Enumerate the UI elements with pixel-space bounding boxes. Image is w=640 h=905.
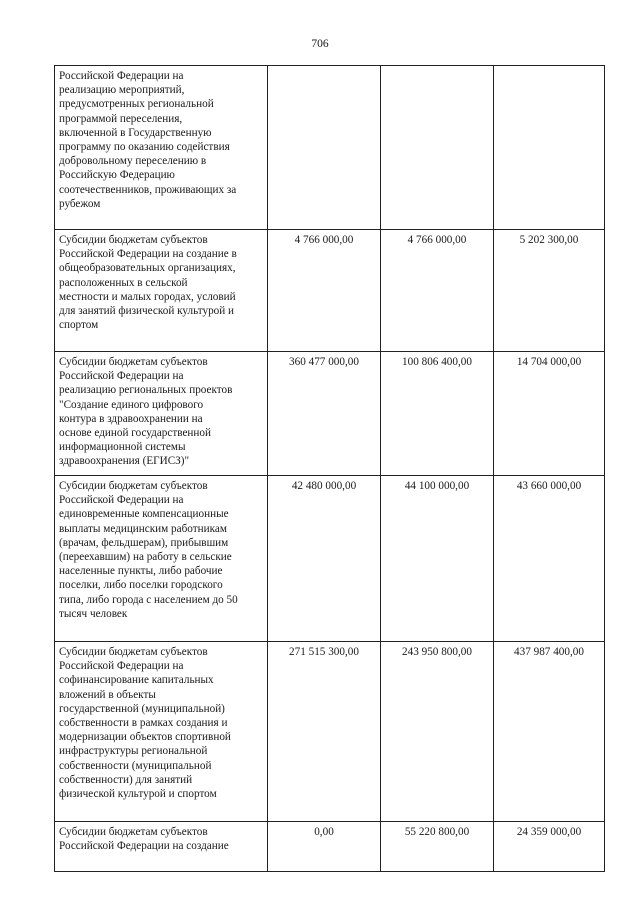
amount-cell-1: 271 515 300,00 xyxy=(268,642,381,822)
description-line: выплаты медицинским работникам xyxy=(59,522,227,535)
budget-table-body xyxy=(55,66,605,872)
budget-table xyxy=(54,65,605,872)
description-line: реализацию региональных проектов xyxy=(59,384,233,397)
description-line: физической культурой и спортом xyxy=(59,788,217,801)
amount-cell-3: 24 359 000,00 xyxy=(494,822,605,872)
amount-cell-1: 4 766 000,00 xyxy=(268,230,381,352)
amount-cell-2: 243 950 800,00 xyxy=(381,642,494,822)
amount-cell-2 xyxy=(381,66,494,230)
description-line: Российской Федерации на xyxy=(59,70,184,82)
description-line: включенной в Государственную xyxy=(59,126,212,139)
table-row xyxy=(55,642,605,822)
amount-cell-3: 5 202 300,00 xyxy=(494,230,605,352)
description-line: контура в здравоохранении на xyxy=(59,412,203,425)
row-description-cell xyxy=(55,642,268,822)
description-line: Российской Федерации на xyxy=(59,370,184,383)
amount-cell-2: 100 806 400,00 xyxy=(381,352,494,476)
description-line: добровольному переселению в xyxy=(59,155,207,168)
description-line: населенные пункты, либо рабочие xyxy=(59,565,223,578)
description-line: типа, либо города с населением до 50 xyxy=(59,593,238,606)
description-line: программу по оказанию содействия xyxy=(59,141,230,154)
description-line: Субсидии бюджетам субъектов xyxy=(59,826,208,838)
description-line: соотечественников, проживающих за xyxy=(59,183,237,196)
description-line: общеобразовательных организациях, xyxy=(59,262,236,275)
description-line: Российской Федерации на создание в xyxy=(59,248,237,261)
description-line: расположенных в сельской xyxy=(59,276,188,289)
description-line: (переехавшим) на работу в сельские xyxy=(59,551,232,564)
amount-cell-1: 360 477 000,00 xyxy=(268,352,381,476)
amount-cell-3: 43 660 000,00 xyxy=(494,476,605,642)
description-line: Субсидии бюджетам субъектов xyxy=(59,646,208,658)
amount-cell-2: 4 766 000,00 xyxy=(381,230,494,352)
description-line: софинансирование капитальных xyxy=(59,674,214,687)
description-line: поселки, либо поселки городского xyxy=(59,579,223,592)
description-line: собственности (муниципальной xyxy=(59,759,212,772)
amount-cell-1: 42 480 000,00 xyxy=(268,476,381,642)
description-line: Российской Федерации на создание xyxy=(59,840,229,853)
amount-cell-2: 44 100 000,00 xyxy=(381,476,494,642)
row-description-cell xyxy=(55,352,268,476)
description-line: Субсидии бюджетам субъектов xyxy=(59,234,208,246)
description-line: собственности) для занятий xyxy=(59,773,193,786)
description-line: инфраструктуры региональной xyxy=(59,745,208,758)
row-description-cell xyxy=(55,230,268,352)
description-line: предусмотренных региональной xyxy=(59,98,214,111)
table-row xyxy=(55,352,605,476)
description-line: местности и малых городах, условий xyxy=(59,290,236,303)
description-line: модернизации объектов спортивной xyxy=(59,731,231,744)
description-line: реализацию мероприятий, xyxy=(59,84,185,97)
table-row xyxy=(55,230,605,352)
amount-cell-3 xyxy=(494,66,605,230)
amount-cell-1: 0,00 xyxy=(268,822,381,872)
description-line: Российской Федерации на xyxy=(59,660,184,673)
description-line: спортом xyxy=(59,319,99,332)
table-row xyxy=(55,476,605,642)
description-line: основе единой государственной xyxy=(59,427,211,440)
description-line: собственности в рамках создания и xyxy=(59,717,228,730)
description-line: (врачам, фельдшерам), прибывшим xyxy=(59,536,229,549)
row-description-cell xyxy=(55,476,268,642)
description-line: единовременные компенсационные xyxy=(59,508,229,521)
description-line: информационной системы xyxy=(59,441,186,454)
row-description-cell xyxy=(55,66,268,230)
row-description-cell xyxy=(55,822,268,872)
amount-cell-3: 14 704 000,00 xyxy=(494,352,605,476)
description-line: программой переселения, xyxy=(59,112,183,125)
description-line: здравоохранения (ЕГИСЗ)" xyxy=(59,455,190,468)
description-line: тысяч человек xyxy=(59,607,128,620)
table-row xyxy=(55,66,605,230)
description-line: Субсидии бюджетам субъектов xyxy=(59,356,208,368)
amount-cell-3: 437 987 400,00 xyxy=(494,642,605,822)
amount-cell-2: 55 220 800,00 xyxy=(381,822,494,872)
description-line: Российской Федерации на xyxy=(59,494,184,507)
amount-cell-1 xyxy=(268,66,381,230)
description-line: Субсидии бюджетам субъектов xyxy=(59,480,208,492)
description-line: рубежом xyxy=(59,197,101,210)
description-line: вложений в объекты xyxy=(59,688,156,701)
page-number: 706 xyxy=(311,38,329,50)
table-row xyxy=(55,822,605,872)
description-line: "Создание единого цифрового xyxy=(59,398,204,411)
description-line: для занятий физической культурой и xyxy=(59,305,235,318)
description-line: государственной (муниципальной) xyxy=(59,702,225,715)
description-line: Российскую Федерацию xyxy=(59,169,175,182)
